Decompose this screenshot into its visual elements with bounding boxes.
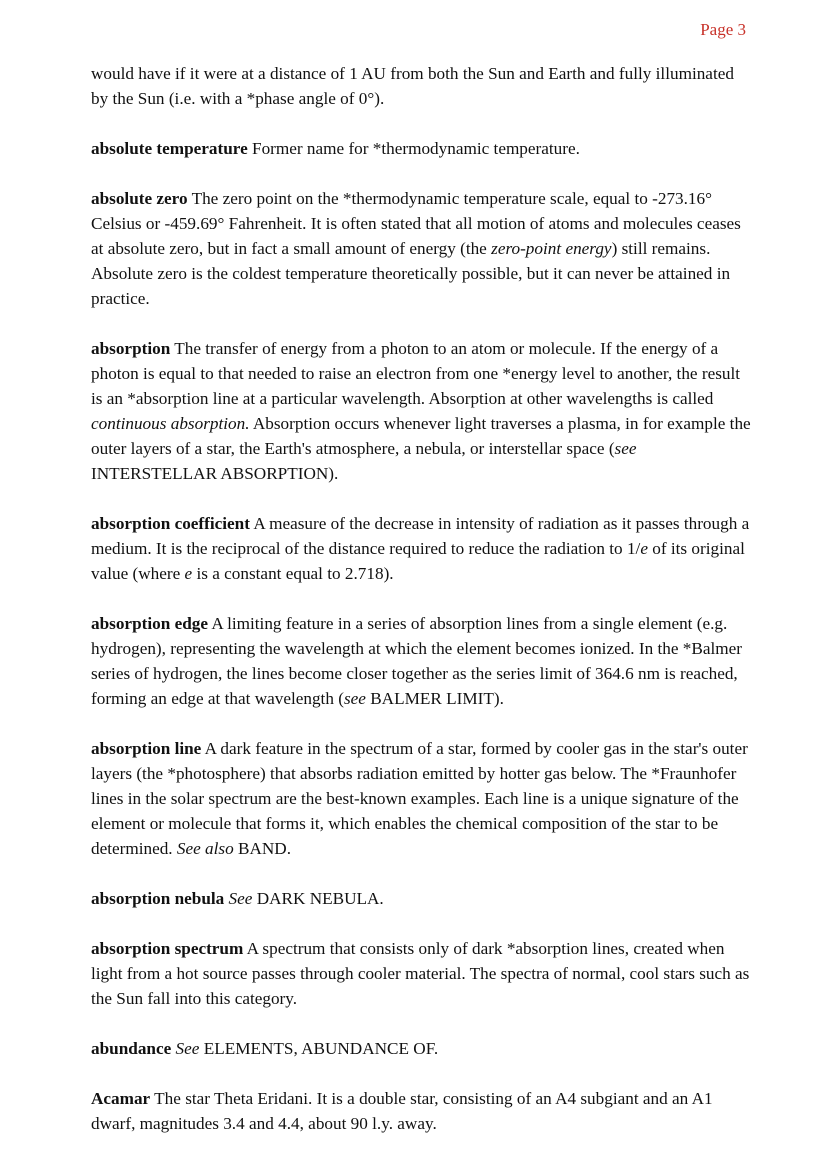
entry-headword: absolute temperature: [91, 139, 248, 158]
page-number: Page 3: [700, 20, 746, 39]
entry-headword: absorption nebula: [91, 889, 225, 908]
entry-text: ) still remains. Absolute zero is the coldest temperature theoretically possible, but it can never be attained in practice.: [91, 239, 731, 308]
entry-italic-text: e: [184, 564, 193, 583]
glossary-entry: [91, 936, 751, 1011]
entry-italic-text: see: [343, 689, 366, 708]
entry-headword: absorption line: [91, 739, 202, 758]
entry-italic-text: See also: [176, 839, 234, 858]
entry-italic-text: see: [614, 439, 637, 458]
glossary-entry: [91, 886, 751, 911]
entry-text: A spectrum that consists only of dark *absorption lines, created when light from a hot source passes through cooler material. The spectra of normal, cool stars such as the Sun fall into this category.: [91, 939, 750, 1008]
glossary-entry: [91, 511, 751, 586]
entry-italic-text: continuous absorption.: [91, 414, 250, 433]
glossary-entry: [91, 186, 751, 311]
glossary-entry: [91, 611, 751, 711]
entry-text: A limiting feature in a series of absorption lines from a single element (e.g. hydrogen), representing the wavelength at which the element becomes ionized. In the *Balmer series of hydrogen, the lines become closer together as the series limit of 364.6 nm is reached, forming an edge at that wavelength (: [91, 614, 742, 708]
entry-text: Former name for *thermodynamic temperature.: [247, 139, 580, 158]
entry-headword: absorption: [91, 339, 171, 358]
glossary-entry: [91, 136, 751, 161]
glossary-entry: [91, 1036, 751, 1061]
entry-text: The star Theta Eridani. It is a double star, consisting of an A4 subgiant and an A1 dwarf, magnitudes 3.4 and 4.4, about 90 l.y. away.: [91, 1089, 713, 1133]
entry-italic-text: See: [228, 889, 253, 908]
entry-text: Absorption occurs whenever light traverses a plasma, in for example the outer layers of a star, the Earth's atmosphere, a nebula, or interstellar space (: [91, 414, 751, 458]
entry-text: INTERSTELLAR ABSORPTION).: [91, 464, 339, 483]
entry-italic-text: See: [175, 1039, 200, 1058]
glossary-entry: [91, 1086, 751, 1136]
glossary-entry: [91, 61, 751, 111]
entry-italic-text: zero-point energy: [491, 239, 612, 258]
glossary-entry: [91, 336, 751, 486]
entry-text: BAND.: [233, 839, 292, 858]
entry-headword: absorption edge: [91, 614, 208, 633]
glossary-entries: [91, 61, 751, 1161]
entry-text: A dark feature in the spectrum of a star, formed by cooler gas in the star's outer layers (the *photosphere) that absorbs radiation emitted by hotter gas below. The *Fraunhofer lines in the solar spectrum are the best-known examples. Each line is a unique signature of the element or molecule that forms it, which enables the chemical composition of the star to be determined.: [91, 739, 748, 858]
entry-text: DARK NEBULA.: [252, 889, 384, 908]
entry-text: The transfer of energy from a photon to an atom or molecule. If the energy of a photon is equal to that needed to raise an electron from one *energy level to another, the result is an *absorption line at a particular wavelength. Absorption at other wavelengths is called: [91, 339, 741, 408]
glossary-entry: [91, 736, 751, 861]
entry-text: ELEMENTS, ABUNDANCE OF.: [199, 1039, 439, 1058]
entry-text: BALMER LIMIT).: [365, 689, 504, 708]
entry-italic-text: e: [640, 539, 648, 558]
entry-text: would have if it were at a distance of 1 AU from both the Sun and Earth and fully illuminated by the Sun (i.e. with a *phase angle of 0°).: [91, 64, 734, 108]
entry-headword: abundance: [91, 1039, 172, 1058]
entry-text: of its original value (where: [91, 539, 745, 583]
entry-headword: absolute zero: [91, 189, 188, 208]
entry-text: A measure of the decrease in intensity of radiation as it passes through a medium. It is the reciprocal of the distance required to reduce the radiation to 1/: [91, 514, 750, 558]
entry-headword: Acamar: [91, 1089, 151, 1108]
entry-headword: absorption coefficient: [91, 514, 250, 533]
entry-text: The zero point on the *thermodynamic temperature scale, equal to -273.16° Celsius or -459.69° Fahrenheit. It is often stated that all motion of atoms and molecules ceases at absolute zero, but in fact a small amount of energy (the: [91, 189, 741, 258]
entry-headword: absorption spectrum: [91, 939, 244, 958]
entry-text: is a constant equal to 2.718).: [192, 564, 394, 583]
